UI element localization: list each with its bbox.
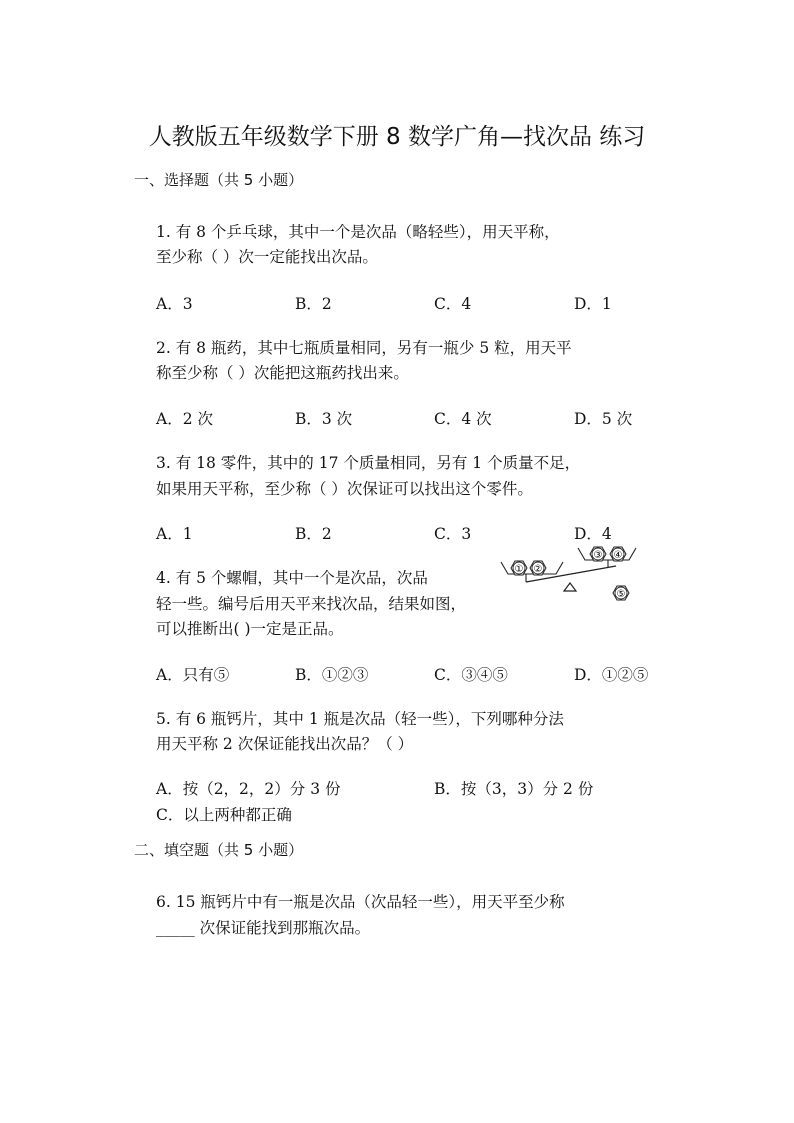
- svg-text:⑤: ⑤: [616, 589, 626, 600]
- question-1-option-a: A．3: [156, 295, 193, 313]
- nut-2-icon: [530, 561, 546, 575]
- question-3-option-c: C．3: [434, 525, 472, 543]
- question-4-option-a: A．只有⑤: [156, 666, 230, 684]
- question-3-line-2: 如果用天平称，至少称（ ）次保证可以找出这个零件。: [156, 480, 533, 498]
- question-3-option-b: B．2: [295, 525, 332, 543]
- question-3-option-d: D．4: [574, 525, 612, 543]
- question-4-option-c: C．③④⑤: [434, 666, 508, 684]
- question-5-option-c: C．以上两种都正确: [156, 806, 292, 824]
- svg-text:③: ③: [593, 550, 603, 561]
- question-6-line-2: _____ 次保证能找到那瓶次品。: [156, 919, 371, 937]
- section-heading-fill-blank: 二、填空题（共 5 小题）: [134, 841, 304, 859]
- question-5-option-a: A．按（2，2，2）分 3 份: [156, 780, 341, 798]
- question-1-option-d: D．1: [574, 295, 612, 313]
- question-4-option-b: B．①②③: [295, 666, 369, 684]
- question-2-option-b: B．3 次: [295, 410, 353, 428]
- question-2-option-c: C．4 次: [434, 410, 492, 428]
- page-title: 人教版五年级数学下册 8 数学广角—找次品 练习: [148, 124, 646, 150]
- question-4-line-1: 4. 有 5 个螺帽，其中一个是次品，次品: [156, 569, 428, 587]
- question-5-line-2: 用天平称 2 次保证能找出次品？（ ）: [156, 735, 414, 753]
- question-2-option-a: A．2 次: [156, 410, 213, 428]
- question-4-line-3: 可以推断出( )一定是正品。: [156, 620, 344, 638]
- question-2-line-2: 称至少称（ ）次能把这瓶药找出来。: [156, 364, 409, 382]
- question-1-line-1: 1. 有 8 个乒乓球，其中一个是次品（略轻些），用天平称，: [156, 223, 560, 241]
- question-3-line-1: 3. 有 18 零件，其中的 17 个质量相同，另有 1 个质量不足，: [156, 454, 581, 472]
- nut-3-icon: [590, 547, 606, 561]
- svg-text:②: ②: [533, 564, 543, 575]
- question-1-option-b: B．2: [295, 295, 332, 313]
- balance-scale-figure: [498, 544, 648, 609]
- question-5-option-b: B．按（3，3）分 2 份: [434, 780, 594, 798]
- question-4-option-d: D．①②⑤: [574, 666, 649, 684]
- question-6-line-1: 6. 15 瓶钙片中有一瓶是次品（次品轻一些），用天平至少称: [156, 893, 565, 911]
- nut-5-icon: [613, 586, 629, 600]
- question-1-option-c: C．4: [434, 295, 472, 313]
- svg-text:④: ④: [613, 550, 623, 561]
- question-4-line-2: 轻一些。编号后用天平来找次品，结果如图，: [156, 595, 467, 613]
- question-1-line-2: 至少称（ ）次一定能找出次品。: [156, 248, 378, 266]
- question-5-line-1: 5. 有 6 瓶钙片，其中 1 瓶是次品（轻一些），下列哪种分法: [156, 710, 564, 728]
- section-heading-choice: 一、选择题（共 5 小题）: [134, 171, 304, 189]
- question-2-line-1: 2. 有 8 瓶药，其中七瓶质量相同，另有一瓶少 5 粒，用天平: [156, 339, 572, 357]
- nut-1-icon: [511, 561, 527, 575]
- svg-text:①: ①: [514, 564, 524, 575]
- question-2-option-d: D．5 次: [574, 410, 633, 428]
- question-3-option-a: A．1: [156, 525, 193, 543]
- right-pan: [578, 548, 636, 560]
- scale-fulcrum: [564, 583, 576, 591]
- nut-4-icon: [610, 547, 626, 561]
